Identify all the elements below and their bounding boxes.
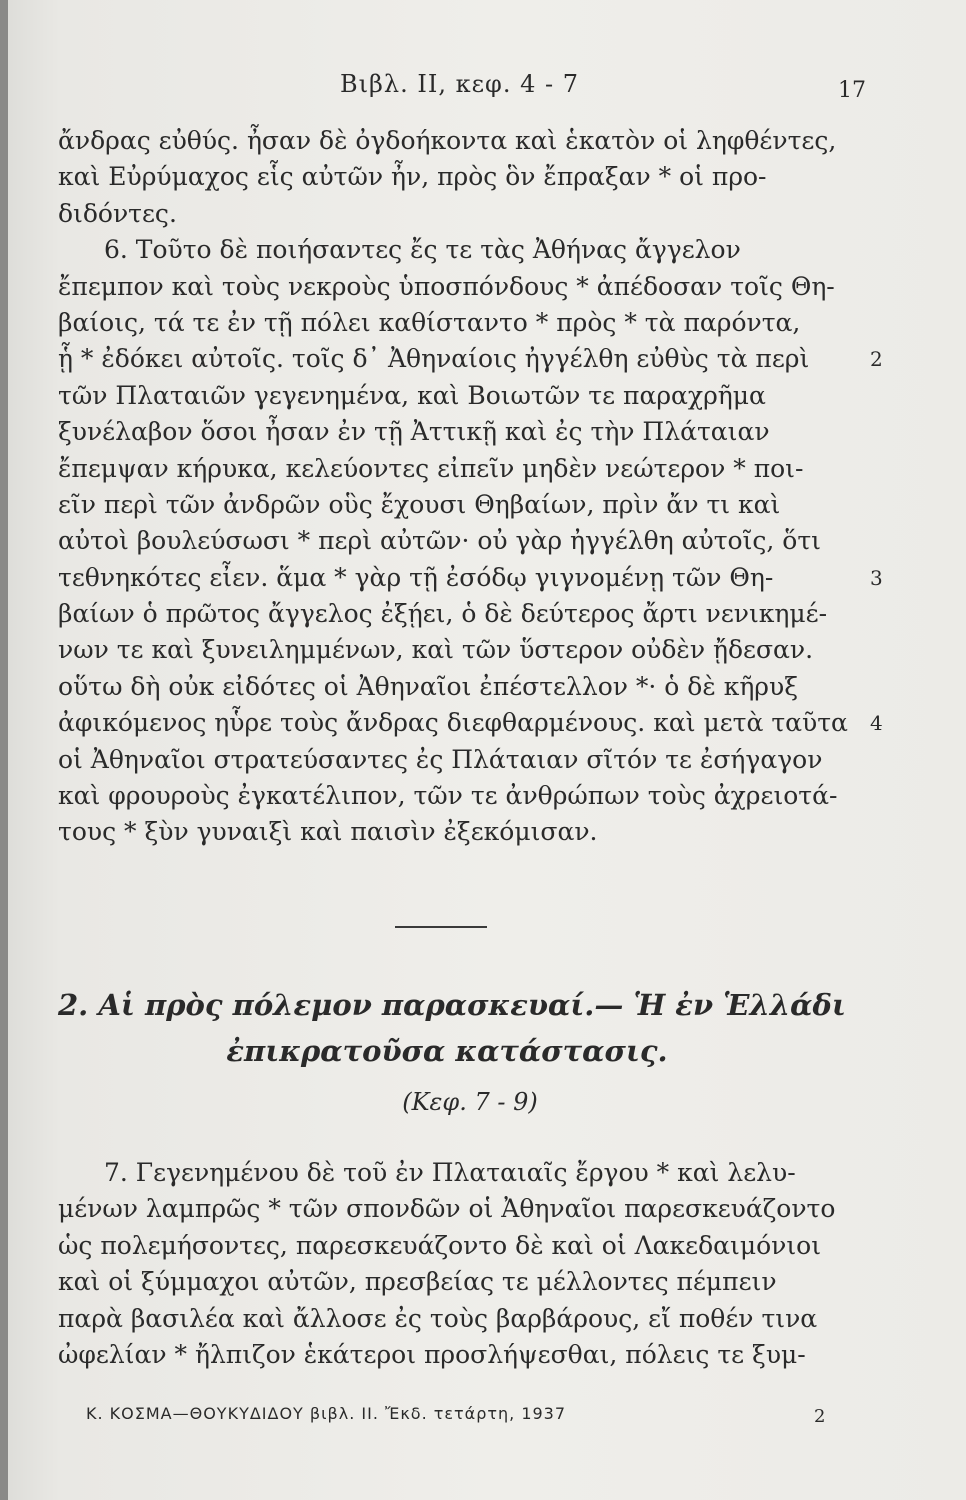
text-line: 6. Τοῦτο δὲ ποιήσαντες ἔς τε τὰς Ἀθήνας ἄγγελον xyxy=(104,235,741,265)
text-line: ἔπεμπον καὶ τοὺς νεκροὺς ὑποσπόνδους * ἀπέδοσαν τοῖς Θη- xyxy=(58,271,835,301)
text-line: μένων λαμπρῶς * τῶν σπονδῶν οἱ Ἀθηναῖοι παρεσκευάζοντο xyxy=(58,1194,836,1224)
text-line: καὶ φρουροὺς ἐγκατέλιπον, τῶν τε ἀνθρώπων τοὺς ἀχρειοτά- xyxy=(58,781,838,811)
text-line: οὕτω δὴ οὐκ εἰδότες οἱ Ἀθηναῖοι ἐπέστελλον *· ὁ δὲ κῆρυξ xyxy=(58,671,798,701)
chapter-range: (Κεφ. 7 - 9) xyxy=(402,1088,538,1116)
text-line: διδόντες. xyxy=(58,198,177,228)
page-header xyxy=(0,70,966,110)
text-line: ξυνέλαβον ὅσοι ἦσαν ἐν τῇ Ἀττικῇ καὶ ἐς τὴν Πλάταιαν xyxy=(58,417,770,447)
text-line: καὶ οἱ ξύμμαχοι αὐτῶν, πρεσβείας τε μέλλοντες πέμπειν xyxy=(58,1267,777,1297)
text-line: βαίων ὁ πρῶτος ἄγγελος ἐξῄει, ὁ δὲ δεύτερος ἄρτι νενικημέ- xyxy=(58,599,828,629)
text-line: 7. Γεγενημένου δὲ τοῦ ἐν Πλαταιαῖς ἔργου * καὶ λελυ- xyxy=(104,1158,796,1187)
text-line: ὠφελίαν * ἤλπιζον ἑκάτεροι προσλήψεσθαι, πόλεις τε ξυμ- xyxy=(58,1339,806,1369)
text-line: τῶν Πλαταιῶν γεγενημένα, καὶ Βοιωτῶν τε παραχρῆμα xyxy=(58,380,766,410)
page-footer xyxy=(86,1404,846,1434)
text-line: παρὰ βασιλέα καὶ ἄλλοσε ἐς τοὺς βαρβάρους, εἴ ποθέν τινα xyxy=(58,1303,818,1333)
page-edge-shadow xyxy=(0,0,8,1500)
text-line: ᾗ * ἐδόκει αὐτοῖς. τοῖς δ᾽ Ἀθηναίοις ἠγγέλθη εὐθὺς τὰ περὶ 2 xyxy=(58,341,866,377)
text-line: εῖν περὶ τῶν ἀνδρῶν οὓς ἔχουσι Θηβαίων, πρὶν ἄν τι καὶ xyxy=(58,489,781,519)
text-line: ἔπεμψαν κήρυκα, κελεύοντες εἰπεῖν μηδὲν νεώτερον * ποι- xyxy=(58,453,804,483)
page-number: 17 xyxy=(838,78,866,103)
section-heading-line: 2. Αἱ πρὸς πόλεμον παρασκευαί.— Ἡ ἐν Ἑλλάδι xyxy=(58,988,846,1022)
text-line: ἀφικόμενος ηὗρε τοὺς ἄνδρας διεφθαρμένους. καὶ μετὰ ταῦτα 4 xyxy=(58,705,866,741)
second-text-block xyxy=(58,1155,866,1373)
margin-section-number: 4 xyxy=(870,711,883,736)
margin-section-number: 3 xyxy=(870,565,883,590)
margin-section-number: 2 xyxy=(870,347,883,372)
text-line: ὡς πολεμήσοντες, παρεσκευάζοντο δὲ καὶ οἱ Λακεδαιμόνιοι xyxy=(58,1230,822,1260)
printer-signature: 2 xyxy=(814,1406,827,1427)
text-line: ἄνδρας εὐθύς. ἦσαν δὲ ὀγδοήκοντα καὶ ἑκατὸν οἱ ληφθέντες, xyxy=(58,126,837,155)
footer-imprint: Κ. ΚΟΣΜΑ—ΘΟΥΚΥΔΙΔΟΥ βιβλ. ΙΙ. Ἔκδ. τετάρτη, 1937 xyxy=(86,1404,567,1423)
text-line: τεθνηκότες εἶεν. ἅμα * γὰρ τῇ ἐσόδῳ γιγνομένῃ τῶν Θη- 3 xyxy=(58,560,866,596)
text-line: αὐτοὶ βουλεύσωσι * περὶ αὐτῶν· οὐ γὰρ ἠγγέλθη αὐτοῖς, ὅτι xyxy=(58,526,821,556)
section-divider xyxy=(395,926,487,928)
text-line: καὶ Εὐρύμαχος εἷς αὐτῶν ἦν, πρὸς ὃν ἔπραξαν * οἱ προ- xyxy=(58,162,767,192)
text-line: νων τε καὶ ξυνειλημμένων, καὶ τῶν ὕστερον οὐδὲν ᾔδεσαν. xyxy=(58,635,814,665)
running-head: Βιβλ. ΙΙ, κεφ. 4 - 7 xyxy=(340,70,580,98)
text-line: οἱ Ἀθηναῖοι στρατεύσαντες ἐς Πλάταιαν σῖτόν τε ἐσήγαγον xyxy=(58,744,823,774)
text-line: βαίοις, τά τε ἐν τῇ πόλει καθίσταντο * πρὸς * τὰ παρόντα, xyxy=(58,307,801,337)
main-text-block xyxy=(58,123,883,851)
section-heading xyxy=(58,982,866,1074)
text-line: τους * ξὺν γυναιξὶ καὶ παισὶν ἐξεκόμισαν. xyxy=(58,817,598,847)
section-heading-line: ἐπικρατοῦσα κατάστασις. xyxy=(226,1034,668,1068)
